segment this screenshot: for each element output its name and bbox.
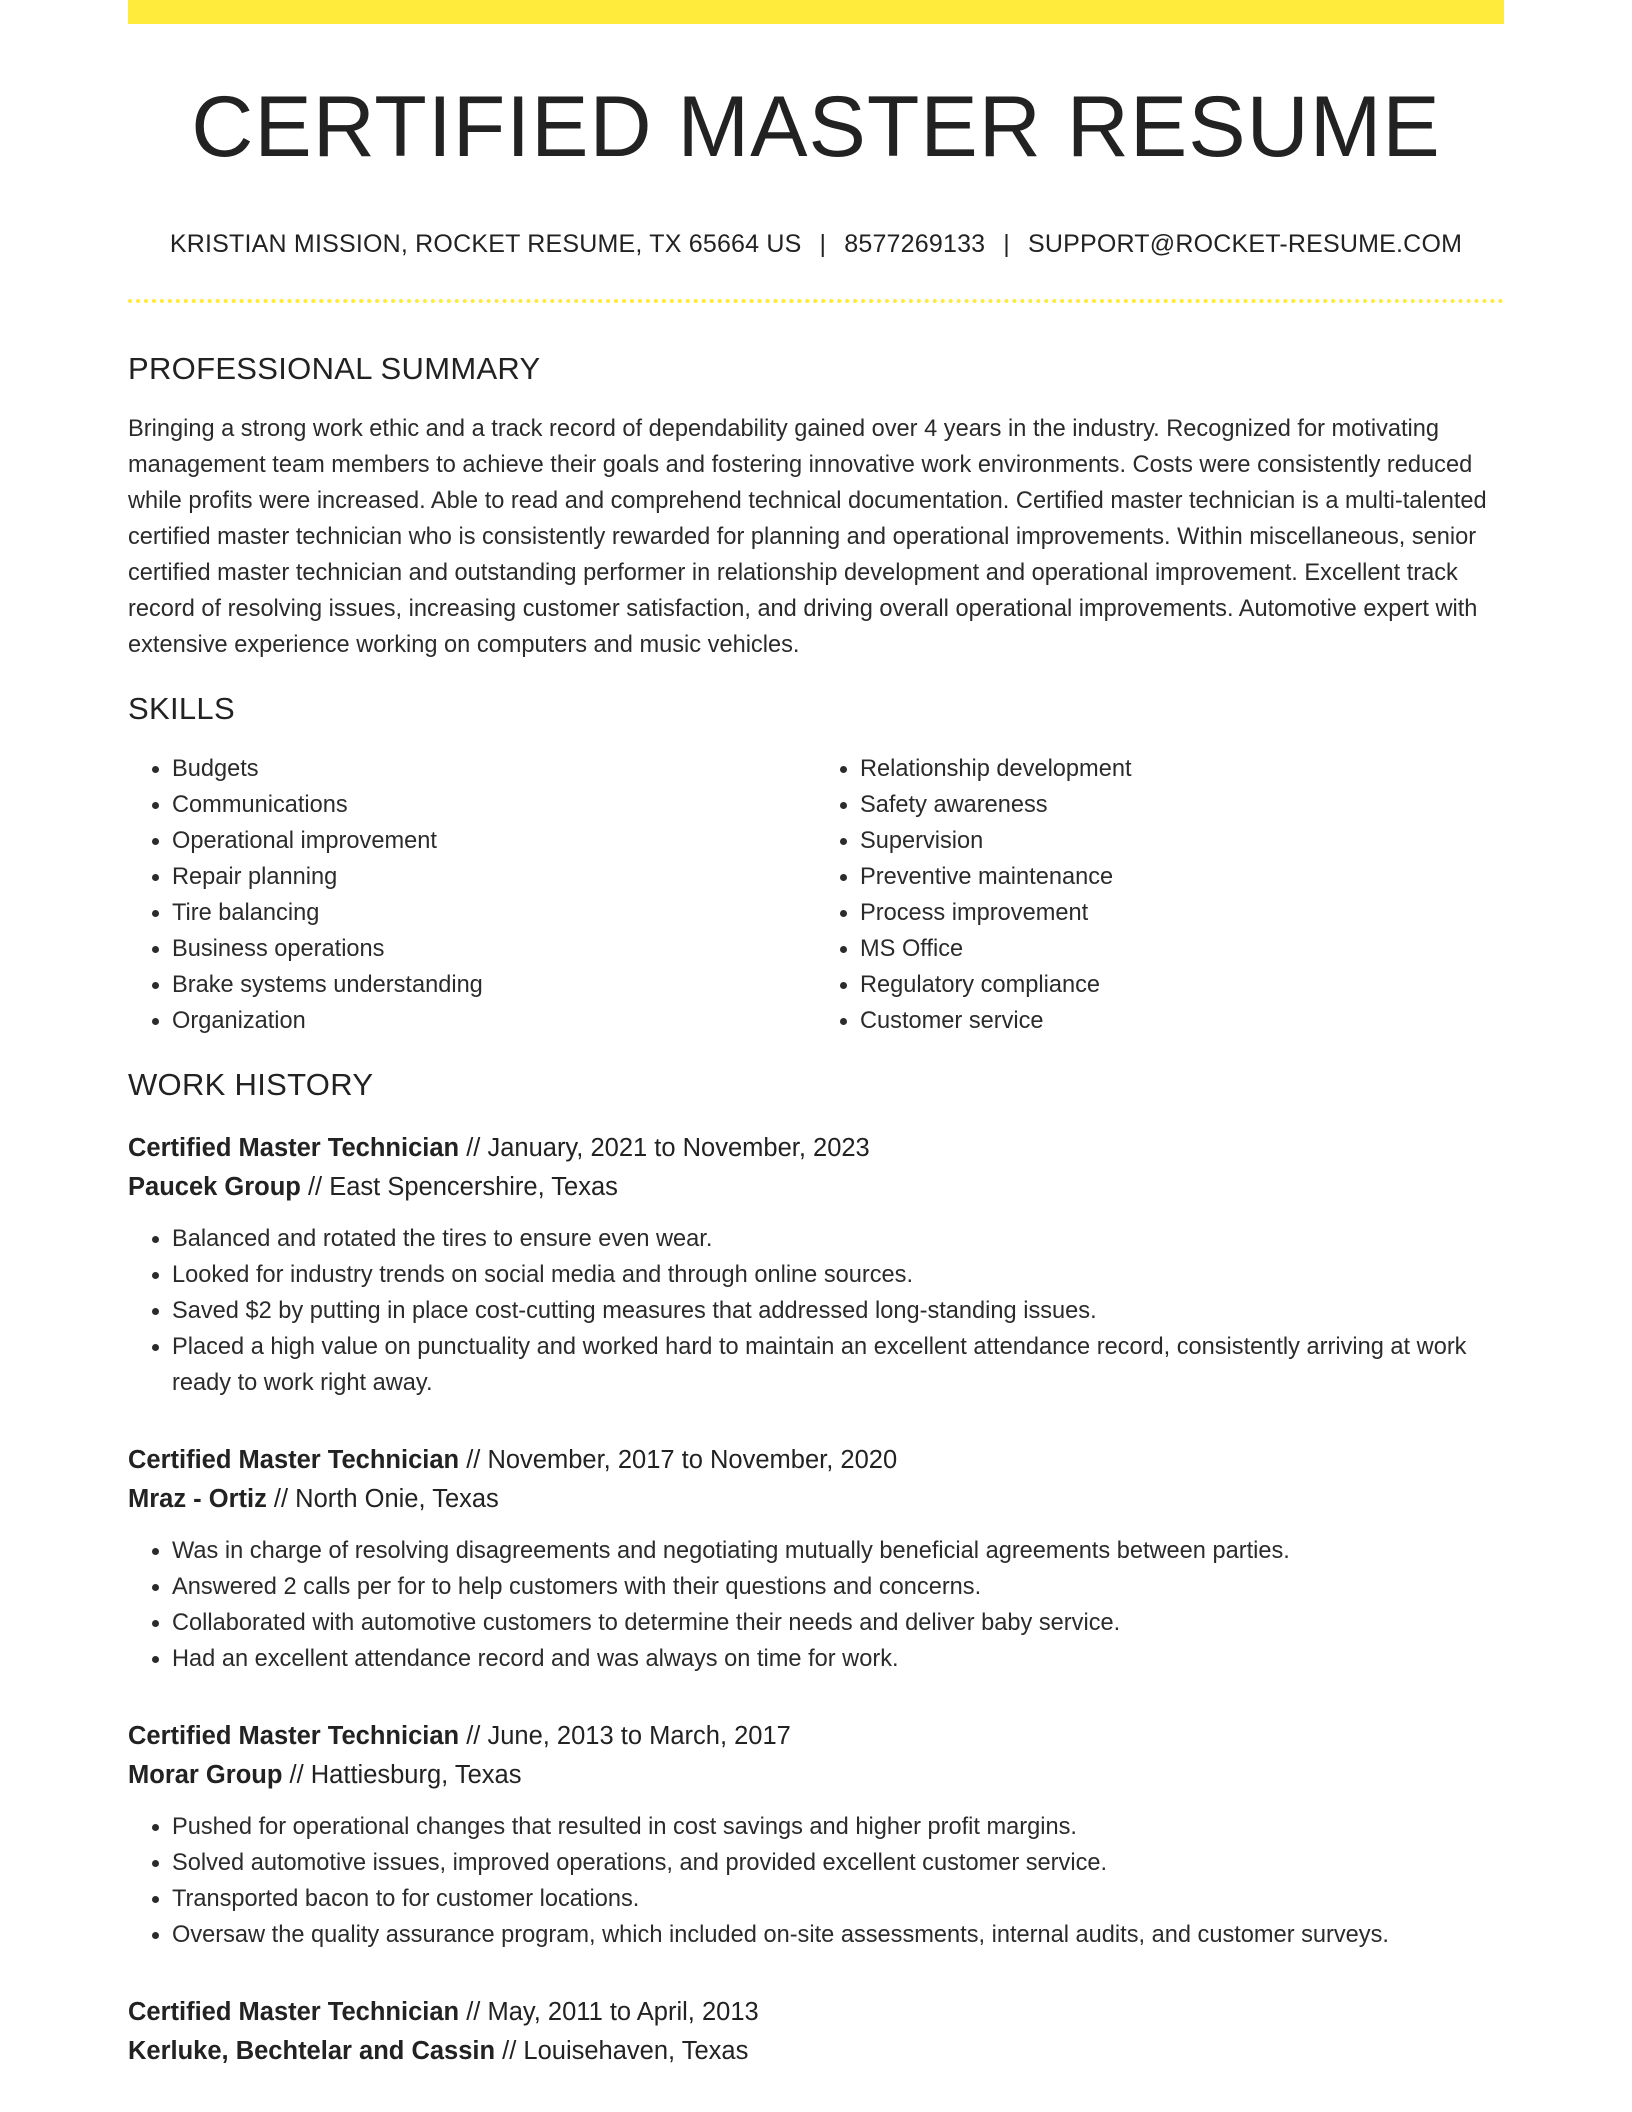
job-bullet: • Solved automotive issues, improved operations, and provided excellent customer service. <box>172 1845 1504 1881</box>
contact-line <box>128 230 1504 259</box>
job-bullet: • Oversaw the quality assurance program, which included on-site assessments, internal audits, and customer surveys. <box>172 1917 1504 1953</box>
job-bullet: • Saved $2 by putting in place cost-cutting measures that addressed long-standing issues. <box>172 1293 1504 1329</box>
dotted-divider <box>128 299 1504 303</box>
resume-page <box>128 0 1504 2071</box>
job-company: Kerluke, Bechtelar and Cassin <box>128 2037 496 2065</box>
contact-address: KRISTIAN MISSION, ROCKET RESUME, TX 65664 US <box>169 230 802 258</box>
summary-heading: PROFESSIONAL SUMMARY <box>128 351 541 386</box>
skill-item: • Regulatory compliance <box>860 967 1504 1003</box>
skills-right-column <box>816 751 1504 1039</box>
job-title: Certified Master Technician <box>128 1998 460 2026</box>
resume-title: CERTIFIED MASTER RESUME <box>191 79 1441 175</box>
contact-separator: | <box>1003 230 1010 258</box>
skill-item: • Repair planning <box>172 859 816 895</box>
skill-item: • Business operations <box>172 931 816 967</box>
job-location: // Hattiesburg, Texas <box>282 1761 522 1789</box>
work-history-heading: WORK HISTORY <box>128 1067 374 1102</box>
job-title: Certified Master Technician <box>128 1722 460 1750</box>
job-company-line <box>128 1756 1504 1795</box>
job-dates: // May, 2011 to April, 2013 <box>459 1998 759 2026</box>
job-company-line <box>128 2032 1504 2071</box>
job-dates: // June, 2013 to March, 2017 <box>459 1722 791 1750</box>
skill-item: • Preventive maintenance <box>860 859 1504 895</box>
contact-email: SUPPORT@ROCKET-RESUME.COM <box>1027 230 1463 258</box>
job-bullets <box>128 1533 1504 1677</box>
summary-text: Bringing a strong work ethic and a track record of dependability gained over 4 years in the industry. Recognized for motivating management team members to achieve their goals and fostering innovative work environments. Costs were consistently reduced while profits were increased. Able to read and comprehend technical documentation. Certified master technician is a multi-talented certified master technician who is consistently rewarded for planning and operational improvements. Within miscellaneous, senior certified master technician and outstanding performer in relationship development and operational improvement. Excellent track record of resolving issues, increasing customer satisfaction, and driving overall operational improvements. Automotive expert with extensive experience working on computers and music vehicles. <box>128 416 1487 658</box>
job-bullets <box>128 1809 1504 1953</box>
job-dates: // November, 2017 to November, 2020 <box>459 1446 898 1474</box>
job-company: Morar Group <box>128 1761 283 1789</box>
job-location: // East Spencershire, Texas <box>300 1173 618 1201</box>
job-bullet: • Pushed for operational changes that resulted in cost savings and higher profit margins. <box>172 1809 1504 1845</box>
job-bullet: • Placed a high value on punctuality and worked hard to maintain an excellent attendance record, consistently arriving at work ready to work right away. <box>172 1329 1504 1401</box>
job-company-line <box>128 1480 1504 1519</box>
skill-item: • Operational improvement <box>172 823 816 859</box>
skill-item: • Communications <box>172 787 816 823</box>
skill-item: • Safety awareness <box>860 787 1504 823</box>
job-bullet: • Answered 2 calls per for to help customers with their questions and concerns. <box>172 1569 1504 1605</box>
job-title-line <box>128 1129 1504 1168</box>
skill-item: • Relationship development <box>860 751 1504 787</box>
job-title-line <box>128 1441 1504 1480</box>
job-bullet: • Had an excellent attendance record and was always on time for work. <box>172 1641 1504 1677</box>
job-bullets <box>128 1221 1504 1401</box>
job-company-line <box>128 1168 1504 1207</box>
skill-item: • MS Office <box>860 931 1504 967</box>
skill-item: • Brake systems understanding <box>172 967 816 1003</box>
contact-phone: 8577269133 <box>844 230 986 258</box>
job-title-line <box>128 1717 1504 1756</box>
skills-left-column <box>128 751 816 1039</box>
skill-item: • Tire balancing <box>172 895 816 931</box>
job-entry <box>128 1993 1504 2071</box>
job-entry <box>128 1441 1504 1677</box>
skill-item: • Supervision <box>860 823 1504 859</box>
skill-item: • Organization <box>172 1003 816 1039</box>
job-bullet: • Transported bacon to for customer locations. <box>172 1881 1504 1917</box>
job-location: // North Onie, Texas <box>266 1485 499 1513</box>
job-dates: // January, 2021 to November, 2023 <box>459 1134 870 1162</box>
contact-separator: | <box>819 230 827 258</box>
job-bullet: • Collaborated with automotive customers to determine their needs and deliver baby service. <box>172 1605 1504 1641</box>
top-accent-bar <box>128 0 1504 24</box>
job-bullet: • Balanced and rotated the tires to ensure even wear. <box>172 1221 1504 1257</box>
job-company: Mraz - Ortiz <box>128 1485 267 1513</box>
job-location: // Louisehaven, Texas <box>495 2037 749 2065</box>
skill-item: • Budgets <box>172 751 816 787</box>
skills-heading: SKILLS <box>128 691 235 726</box>
skills-list <box>128 751 1504 1039</box>
job-entry <box>128 1717 1504 1953</box>
job-company: Paucek Group <box>128 1173 301 1201</box>
job-bullet: • Was in charge of resolving disagreements and negotiating mutually beneficial agreements between parties. <box>172 1533 1504 1569</box>
job-bullet: • Looked for industry trends on social media and through online sources. <box>172 1257 1504 1293</box>
job-entry <box>128 1129 1504 1401</box>
job-title: Certified Master Technician <box>128 1446 460 1474</box>
skill-item: • Process improvement <box>860 895 1504 931</box>
job-title-line <box>128 1993 1504 2032</box>
skill-item: • Customer service <box>860 1003 1504 1039</box>
job-title: Certified Master Technician <box>128 1134 460 1162</box>
